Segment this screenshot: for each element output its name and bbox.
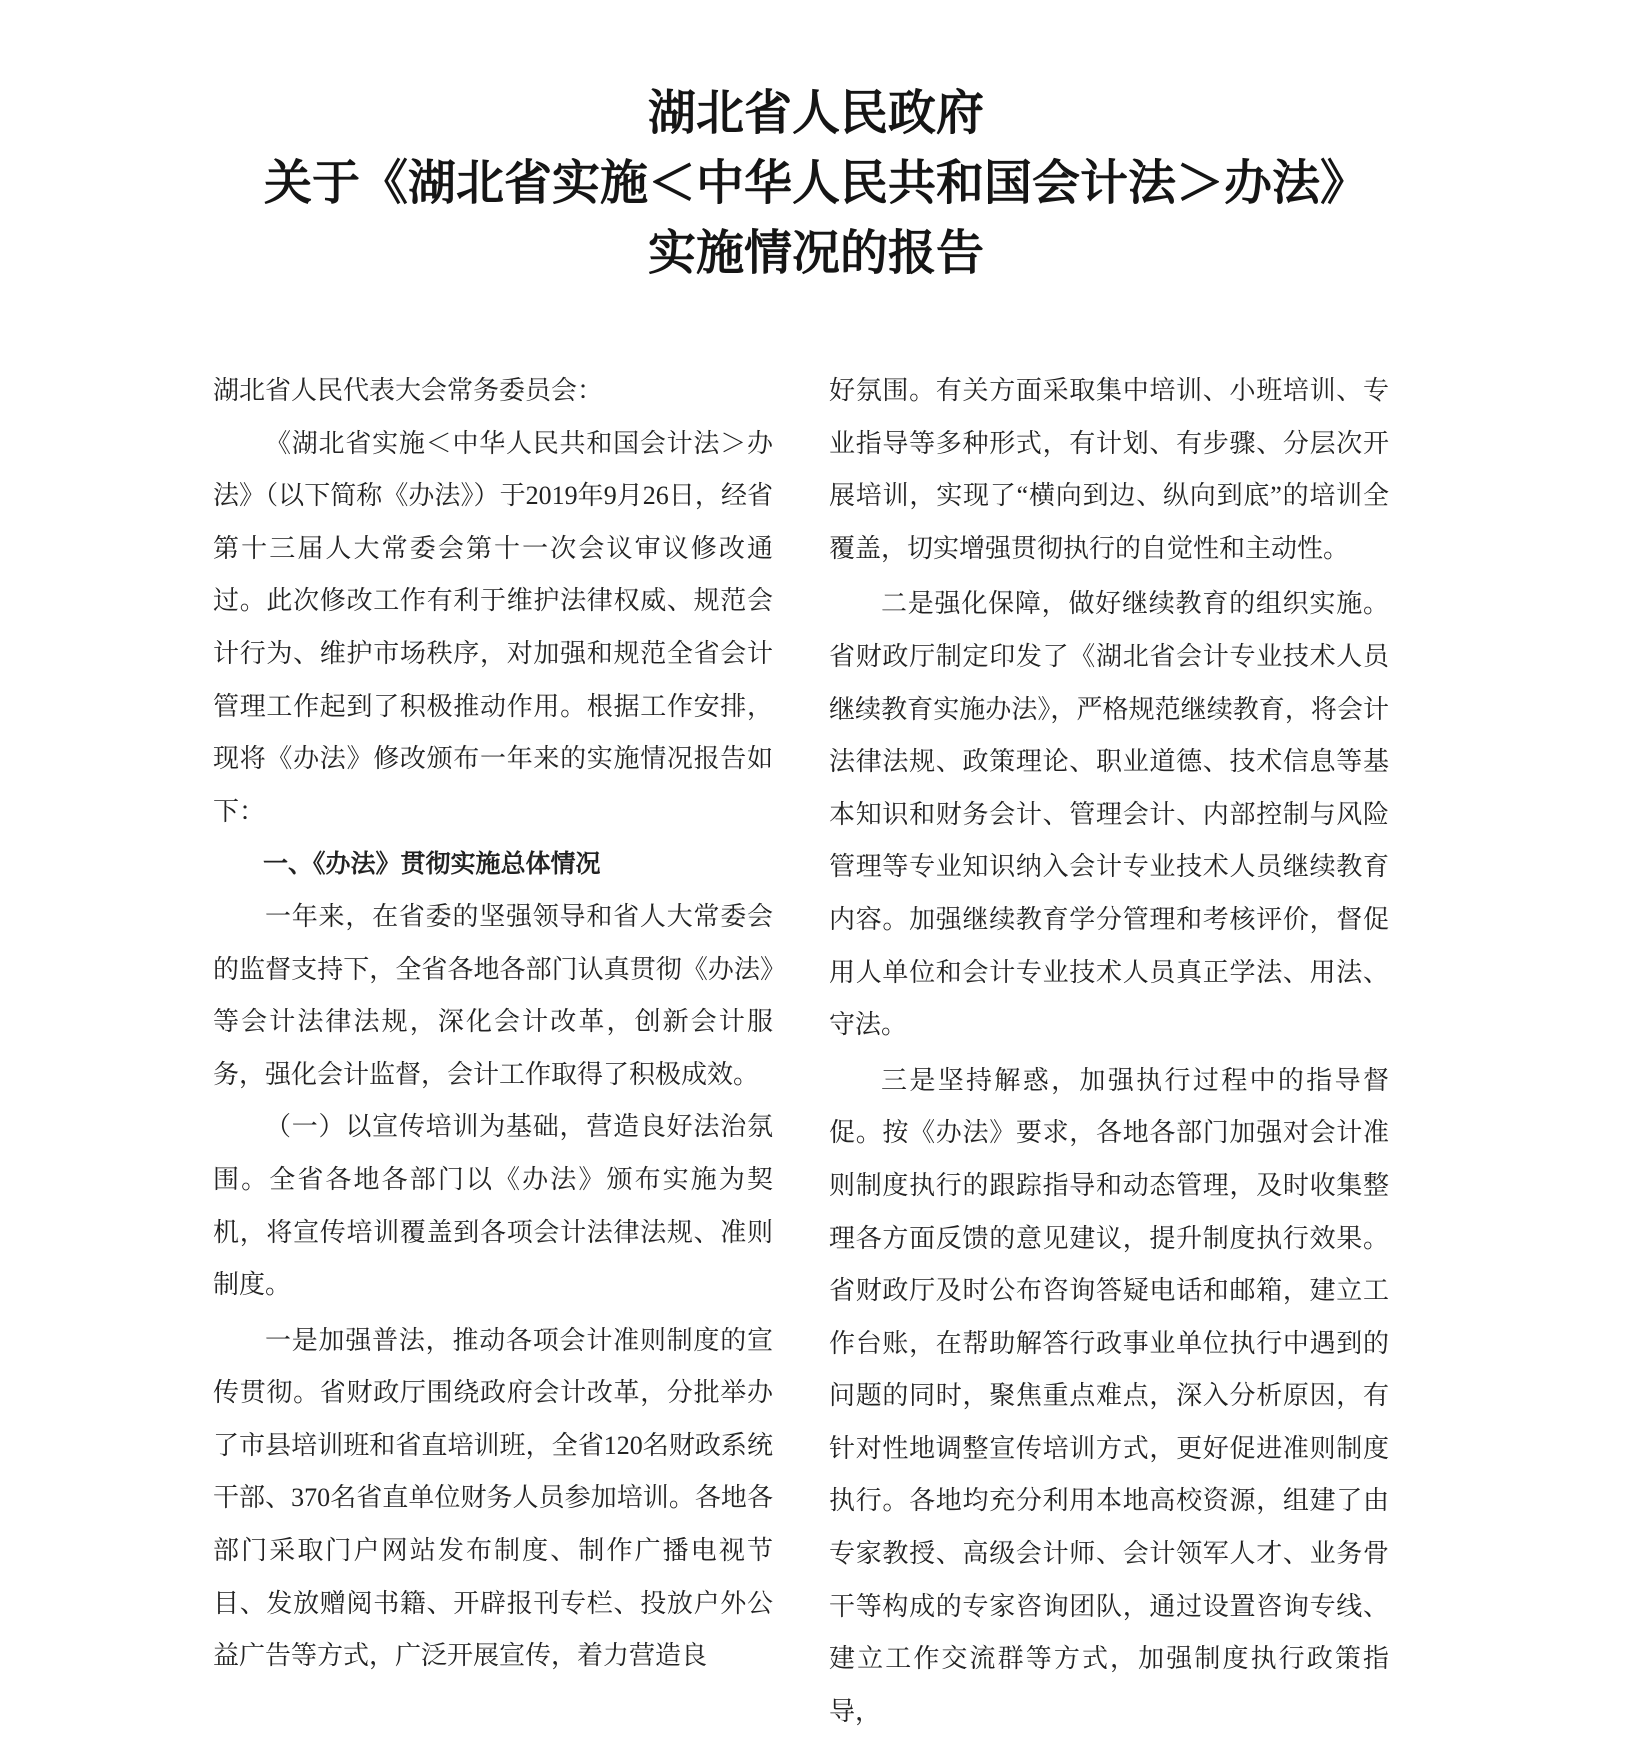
subsection-1-paragraph: （一）以宣传培训为基础，营造良好法治氛围。全省各地各部门以《办法》颁布实施为契机，将宣传培训覆盖到各项会计法律法规、准则制度。 <box>213 1112 773 1300</box>
right-column <box>829 365 1389 1738</box>
point-1-paragraph: 一是加强普法，推动各项会计准则制度的宣传贯彻。省财政厅围绕政府会计改革，分批举办了市县培训班和省直培训班，全省120名财政系统干部、370名省直单位财务人员参加培训。各地各部门采取门户网站发布制度、制作广播电视节目、发放赠阅书籍、开辟报刊专栏、投放户外公益广告等方式，广泛开展宣传，着力营造良 <box>213 1325 773 1671</box>
title-line-3: 实施情况的报告 <box>647 225 984 281</box>
title-line-1: 湖北省人民政府 <box>647 85 984 141</box>
title-line-2: 关于《湖北省实施＜中华人民共和国会计法＞办法》 <box>263 155 1368 211</box>
intro-paragraph: 《湖北省实施＜中华人民共和国会计法＞办法》（以下简称《办法》）于2019年9月26日，经省第十三届人大常委会第十一次会议审议修改通过。此次修改工作有利于维护法律权威、规范会计行为、维护市场秩序，对加强和规范全省会计管理工作起到了积极推动作用。根据工作安排，现将《办法》修改颁布一年来的实施情况报告如下： <box>213 428 773 826</box>
left-column <box>213 365 773 1683</box>
document-title <box>0 78 1632 288</box>
point-1-continuation: 好氛围。有关方面采取集中培训、小班培训、专业指导等多种形式，有计划、有步骤、分层次开展培训，实现了“横向到边、纵向到底”的培训全覆盖，切实增强贯彻执行的自觉性和主动性。 <box>829 376 1389 563</box>
section-heading-1: 一、《办法》贯彻实施总体情况 <box>263 849 601 879</box>
salutation: 湖北省人民代表大会常务委员会： <box>213 376 604 405</box>
section-1-paragraph: 一年来，在省委的坚强领导和省人大常委会的监督支持下，全省各地各部门认真贯彻《办法》等会计法律法规，深化会计改革，创新会计服务，强化会计监督，会计工作取得了积极成效。 <box>213 901 773 1089</box>
point-2-paragraph: 二是强化保障，做好继续教育的组织实施。省财政厅制定印发了《湖北省会计专业技术人员继续教育实施办法》，严格规范继续教育，将会计法律法规、政策理论、职业道德、技术信息等基本知识和财务会计、管理会计、内部控制与风险管理等专业知识纳入会计专业技术人员继续教育内容。加强继续教育学分管理和考核评价，督促用人单位和会计专业技术人员真正学法、用法、守法。 <box>829 589 1389 1040</box>
point-3-paragraph: 三是坚持解惑，加强执行过程中的指导督促。按《办法》要求，各地各部门加强对会计准则制度执行的跟踪指导和动态管理，及时收集整理各方面反馈的意见建议，提升制度执行效果。省财政厅及时公布咨询答疑电话和邮箱，建立工作台账，在帮助解答行政事业单位执行中遇到的问题的同时，聚焦重点难点，深入分析原因，有针对性地调整宣传培训方式，更好促进准则制度执行。各地均充分利用本地高校资源，组建了由专家教授、高级会计师、会计领军人才、业务骨干等构成的专家咨询团队，通过设置咨询专线、建立工作交流群等方式，加强制度执行政策指导， <box>829 1065 1389 1726</box>
